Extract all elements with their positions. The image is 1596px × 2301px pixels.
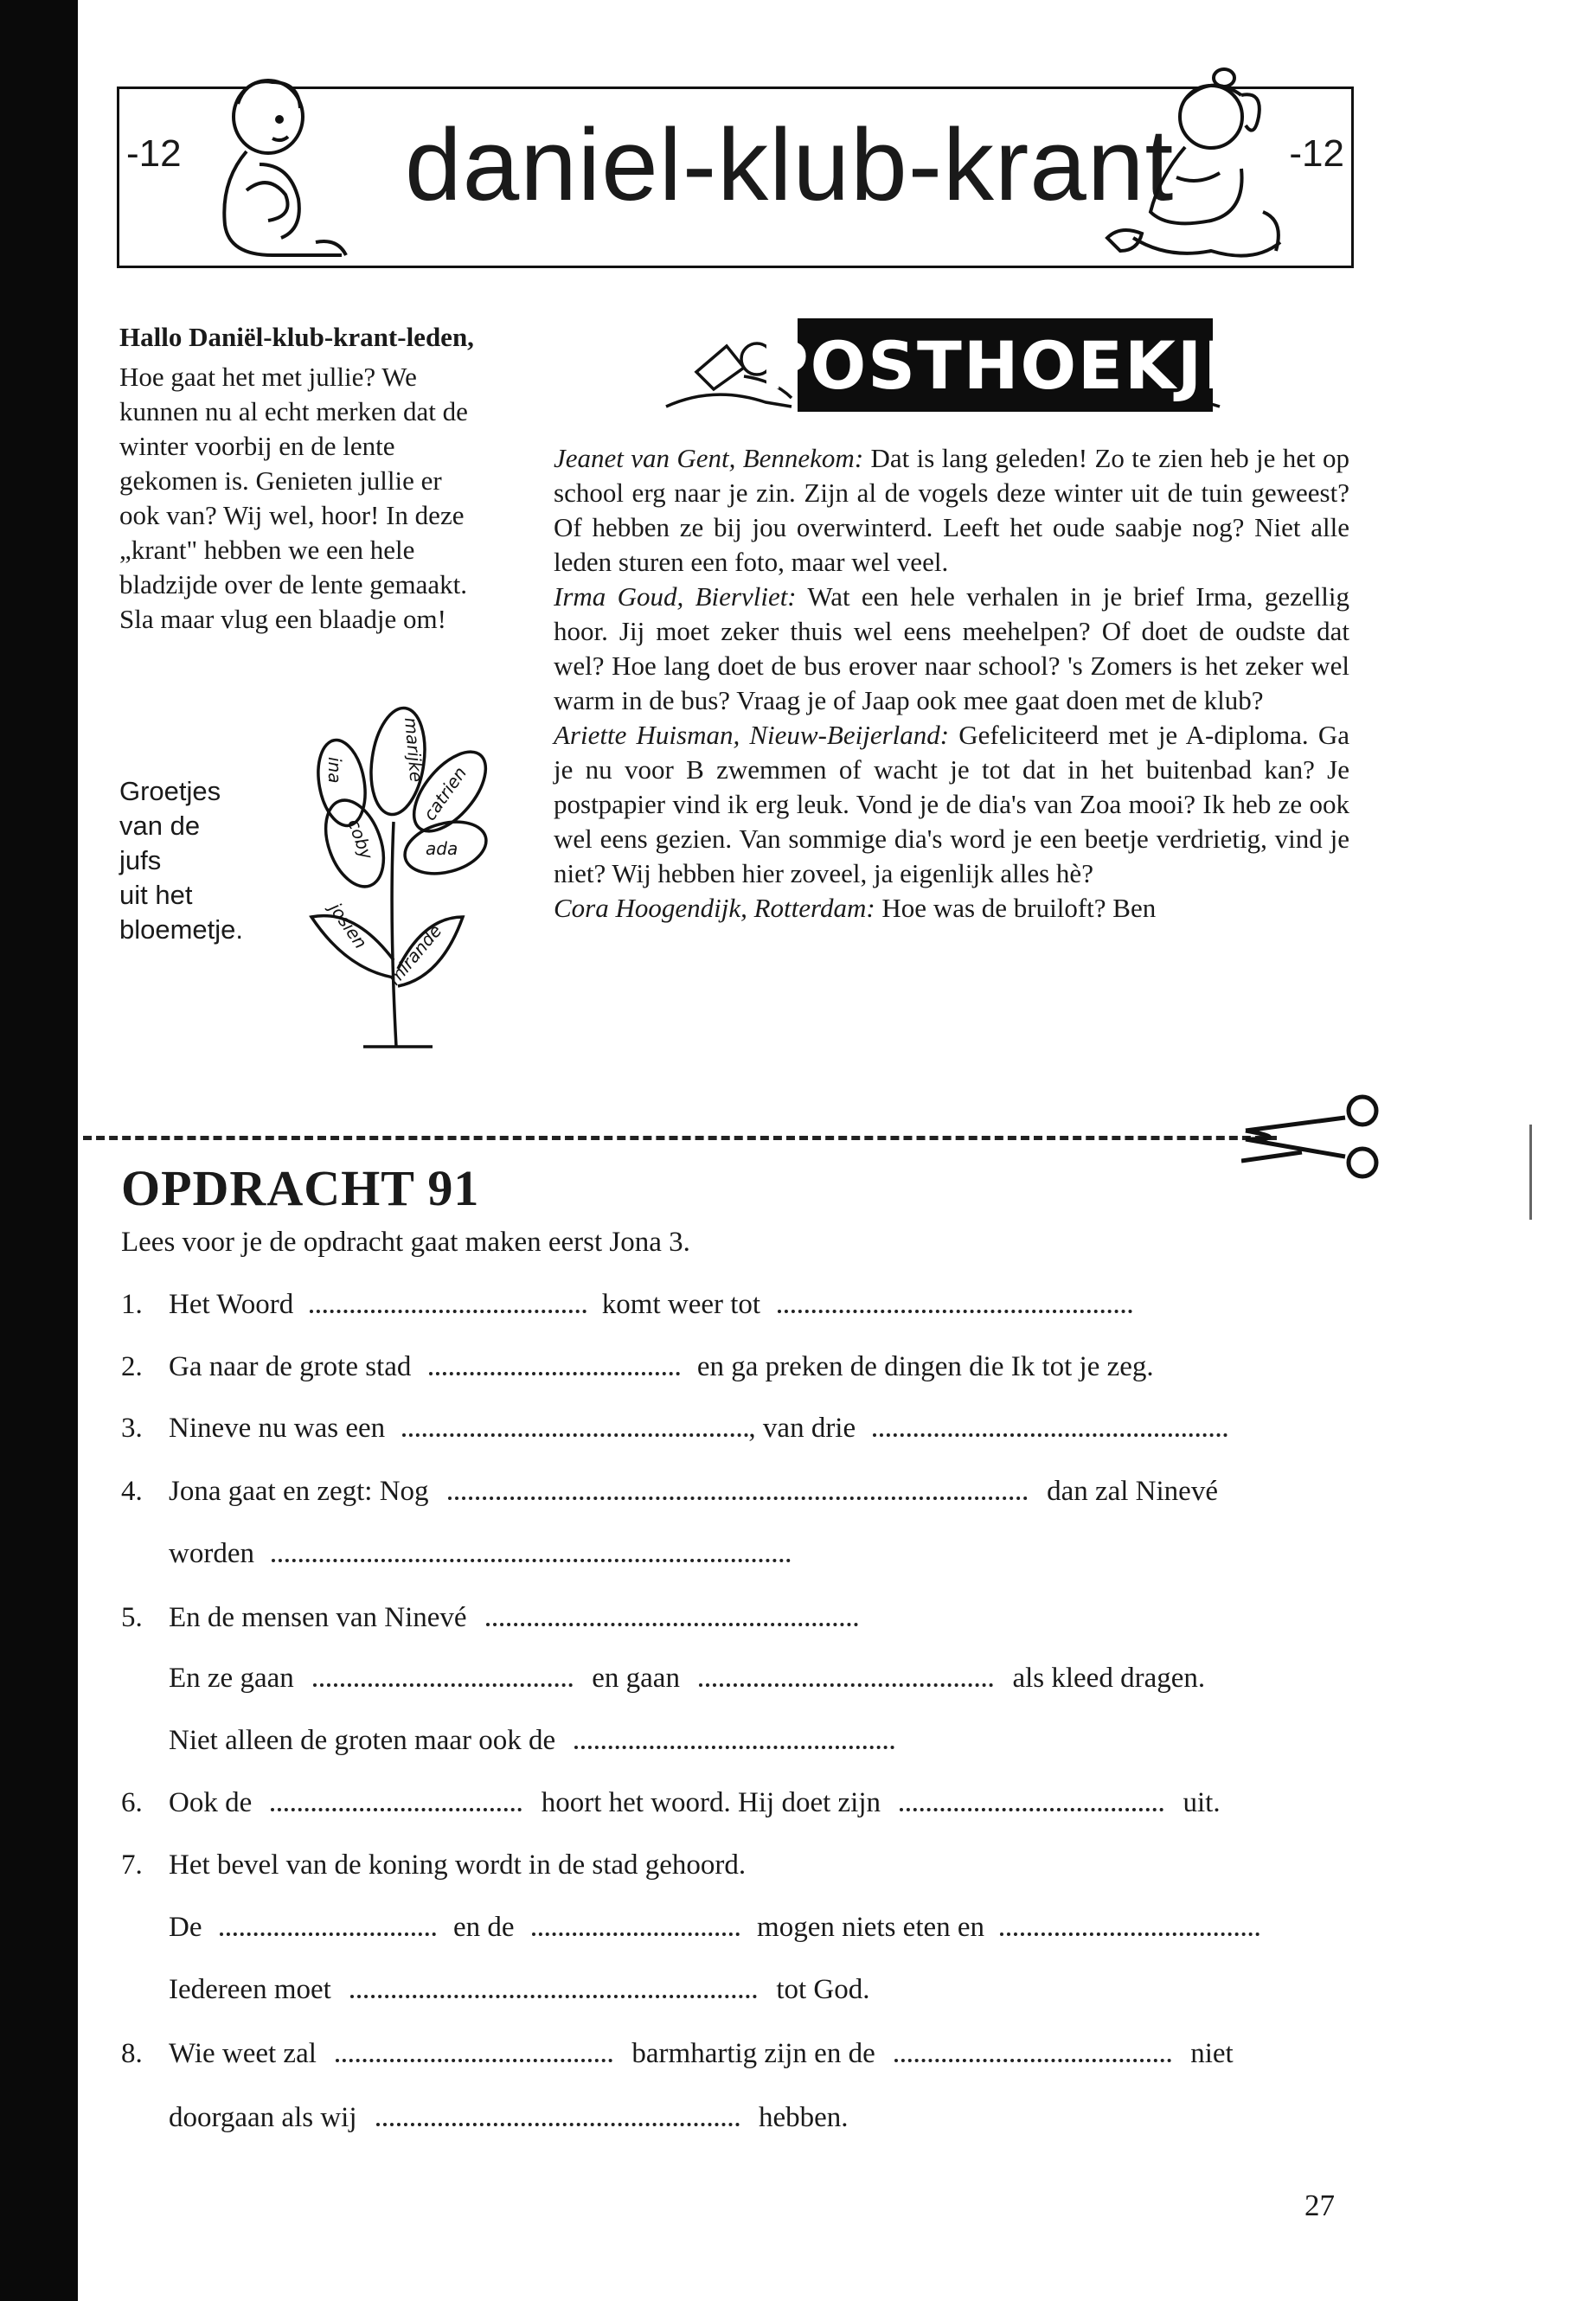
cut-line — [83, 1136, 1277, 1140]
item-text-row — [169, 1849, 746, 1881]
item-text: niet — [1190, 2038, 1234, 2069]
fill-in-row — [169, 1413, 1227, 1445]
fill-in-row — [169, 1725, 894, 1757]
answer-blank[interactable] — [402, 1433, 748, 1437]
intro-paragraph-2: Sla maar vlug een blaadje om! — [119, 604, 446, 634]
letter-text: Dat is lang geleden! Zo te zien heb je het op school erg naar je zin. Zijn al de vogels deze winter uit de tuin geweest? Of hebben ze bij jou overwinterd. Leeft het oude saabje nog? Niet alle leden sturen een foto, maar wel veel. — [554, 443, 1350, 577]
page-number: 27 — [1304, 2189, 1335, 2222]
letter-entry — [554, 441, 1349, 580]
signoff-line: uit het — [119, 880, 193, 910]
item-text: tot God. — [776, 1974, 870, 2005]
issue-number-left: -12 — [126, 132, 182, 175]
fill-in-row — [169, 1476, 1218, 1508]
answer-blank[interactable] — [336, 2059, 612, 2062]
item-text: En ze gaan — [169, 1663, 294, 1694]
letter-sender: Cora Hoogendijk, Rotterdam: — [554, 893, 875, 923]
item-text: hebben. — [759, 2102, 849, 2133]
issue-number-right: -12 — [1289, 132, 1344, 175]
item-text: dan zal Ninevé — [1047, 1476, 1218, 1507]
answer-blank[interactable] — [699, 1683, 993, 1687]
scan-artifact — [1529, 1125, 1532, 1220]
fill-in-row — [169, 1602, 858, 1634]
fill-in-row — [169, 1912, 1259, 1944]
letter-text: Hoe was de bruiloft? Ben — [875, 893, 1157, 923]
letter-sender: Ariette Huisman, Nieuw-Beijerland: — [554, 720, 950, 750]
masthead-title: daniel-klub-krant — [405, 108, 1175, 222]
item-text: barmhartig zijn en de — [631, 2038, 875, 2069]
item-text: uit. — [1183, 1787, 1221, 1818]
posthoekje-title: POSTHOEKJE — [798, 318, 1213, 412]
item-text: Nineve nu was een — [169, 1413, 386, 1444]
item-text: Ga naar de grote stad — [169, 1351, 412, 1382]
item-text: Ook de — [169, 1787, 253, 1818]
petal-name: josien — [324, 899, 372, 952]
letter-text: Wat een hele verhalen in je brief Irma, gezellig hoor. Jij moet zeker thuis wel eens meehelpen? Of doet de oudste dat wel? Hoe lang doet de bus erover naar school? 's Zomers is het zeker wel warm in de bus? Vraag je of Jaap ook mee gaat doen met de klub? — [554, 581, 1349, 715]
answer-blank[interactable] — [574, 1746, 894, 1749]
page-edge-shadow — [0, 0, 78, 2301]
petal-name: catrien — [419, 762, 471, 824]
item-number: 2. — [121, 1351, 143, 1382]
answer-blank[interactable] — [1000, 1932, 1259, 1936]
letter-text: Gefeliciteerd met je A-diploma. Ga je nu voor B zwemmen of wacht je tot dat in het buitenbad kan? Je postpapier vind ik erg leuk. Vond je de dia's van Zoa mooi? Ik heb ze ook wel eens gezien. Van sommige dia's word je een beetje verdrietig, vind je niet? Wij hebben hier zoveel, ja eigenlijk alles hè? — [554, 720, 1349, 888]
item-text: Wie weet zal — [169, 2038, 317, 2069]
item-number: 7. — [121, 1849, 143, 1881]
item-text: hoort het woord. Hij doet zijn — [541, 1787, 881, 1818]
answer-blank[interactable] — [873, 1433, 1227, 1437]
petal-name: ada — [426, 838, 458, 859]
fill-in-row — [169, 2102, 849, 2134]
item-number: 6. — [121, 1787, 143, 1818]
answer-blank[interactable] — [486, 1623, 858, 1626]
item-number: 3. — [121, 1413, 143, 1444]
item-number: 5. — [121, 1602, 143, 1633]
fill-in-row — [169, 1289, 1132, 1321]
item-text: en ga preken de dingen die Ik tot je zeg. — [696, 1351, 1154, 1382]
item-text: worden — [169, 1538, 254, 1569]
fill-in-row — [169, 1787, 1221, 1819]
petal-name: marijke — [401, 716, 427, 784]
fill-in-row — [169, 1538, 791, 1570]
item-text: komt weer tot — [601, 1289, 761, 1320]
fill-in-row — [169, 1974, 869, 2006]
letter-entry — [554, 891, 1349, 926]
fill-in-row — [169, 1663, 1205, 1695]
petal-name: ina — [324, 757, 345, 784]
fill-in-row — [169, 2038, 1234, 2070]
letter-entry — [554, 580, 1349, 718]
sitting-girl-illustration — [1081, 65, 1332, 290]
item-text: doorgaan als wij — [169, 2102, 357, 2133]
item-text: En de mensen van Ninevé — [169, 1602, 467, 1633]
fill-in-row — [169, 1351, 1154, 1383]
item-text: Het bevel van de koning wordt in de stad gehoord. — [169, 1849, 747, 1881]
letter-entry — [554, 718, 1349, 891]
answer-blank[interactable] — [900, 1808, 1163, 1811]
signoff-line: bloemetje. — [119, 914, 244, 945]
answer-blank[interactable] — [310, 1310, 586, 1313]
letter-sender: Irma Goud, Biervliet: — [554, 581, 797, 612]
signoff-line: Groetjes — [119, 776, 221, 806]
letter-sender: Jeanet van Gent, Bennekom: — [554, 443, 864, 473]
signoff-line: van de — [119, 811, 201, 841]
answer-blank[interactable] — [272, 1559, 791, 1562]
item-text: en gaan — [592, 1663, 680, 1694]
item-text: Iedereen moet — [169, 1974, 331, 2005]
scissors-icon — [1241, 1092, 1397, 1187]
answer-blank[interactable] — [313, 1683, 573, 1687]
item-text: mogen niets eten en — [757, 1912, 985, 1943]
item-text: Het Woord — [169, 1289, 294, 1320]
intro-column — [119, 320, 483, 637]
item-text: als kleed dragen. — [1012, 1663, 1206, 1694]
item-text: Niet alleen de groten maar ook de — [169, 1725, 556, 1756]
item-number: 8. — [121, 2038, 143, 2069]
item-number: 1. — [121, 1289, 143, 1320]
item-text: De — [169, 1912, 202, 1943]
petal-name: coby — [343, 816, 378, 862]
assignment-intro: Lees voor je de opdracht gaat maken eerst Jona 3. — [121, 1227, 690, 1258]
answer-blank[interactable] — [376, 2123, 740, 2126]
item-text: Jona gaat en zegt: Nog — [169, 1476, 429, 1507]
answer-blank[interactable] — [894, 2059, 1171, 2062]
answer-blank[interactable] — [429, 1372, 680, 1375]
sitting-boy-illustration — [186, 69, 385, 277]
item-number: 4. — [121, 1476, 143, 1507]
answer-blank[interactable] — [532, 1932, 740, 1936]
petal-name: mirande — [383, 920, 446, 990]
answer-blank[interactable] — [271, 1808, 522, 1811]
assignment-title: OPDRACHT 91 — [121, 1160, 480, 1216]
greeting: Hallo Daniël-klub-krant-leden, — [119, 322, 474, 352]
item-text: , van drie — [748, 1413, 856, 1444]
intro-paragraph: Hoe gaat het met jullie? We kunnen nu al echt merken dat de winter voorbij en de lente gekomen is. Genieten jullie er ook van? Wij wel, hoor! In deze „krant" hebben we een hele bladzijde over de lente gemaakt. — [119, 362, 468, 599]
answer-blank[interactable] — [778, 1310, 1132, 1313]
answer-blank[interactable] — [220, 1932, 436, 1936]
answer-blank[interactable] — [448, 1497, 1028, 1500]
flower-illustration — [294, 701, 510, 1055]
signoff-line: jufs — [119, 845, 162, 875]
letters-column — [554, 441, 1349, 926]
answer-blank[interactable] — [350, 1995, 757, 1998]
item-text: en de — [452, 1912, 515, 1943]
signoff — [119, 774, 243, 947]
